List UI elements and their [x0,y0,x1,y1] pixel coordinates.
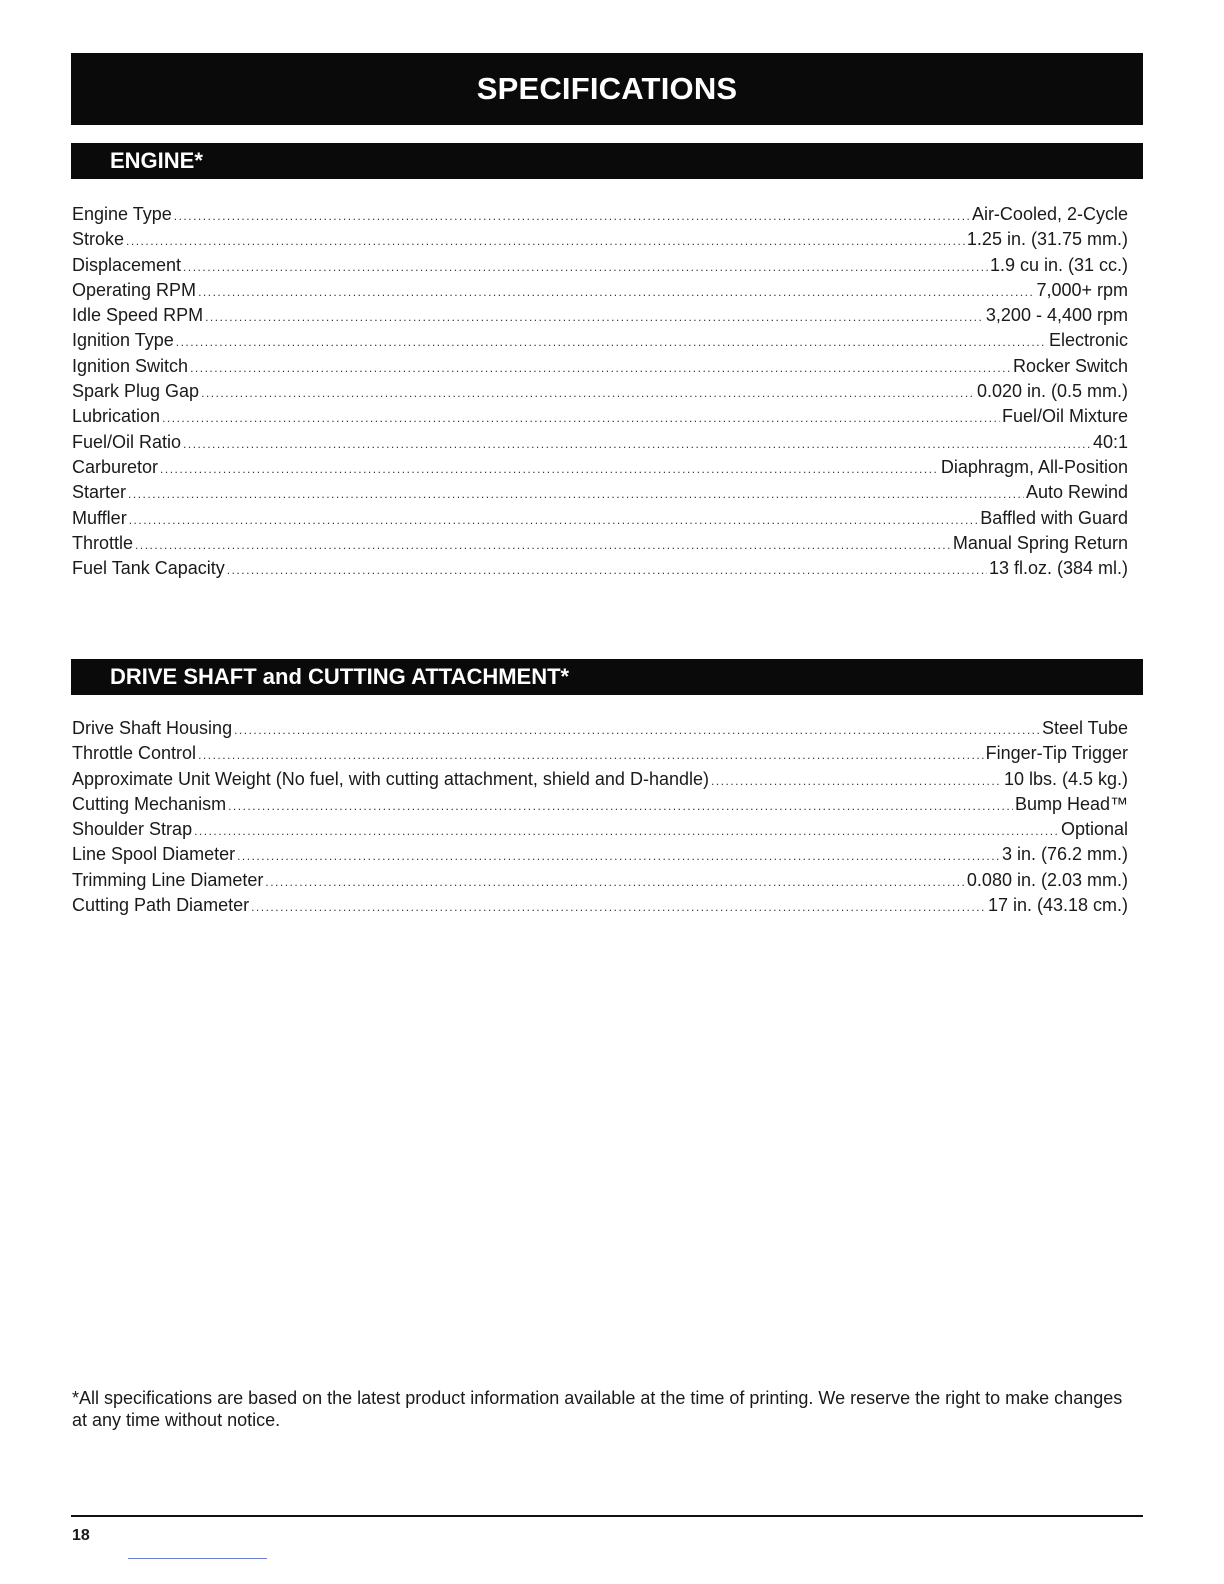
spec-value: 13 fl.oz. (384 ml.) [988,558,1128,579]
spec-row [72,895,1128,920]
spec-row [72,718,1128,743]
engine-spec-list [72,204,1128,583]
spec-value: Finger-Tip Trigger [985,743,1128,764]
dot-leader [126,234,965,248]
spec-row [72,743,1128,768]
spec-value: 3,200 - 4,400 rpm [985,305,1128,326]
spec-label: Stroke [72,229,125,250]
spec-label: Muffler [72,507,127,528]
spec-label: Fuel/Oil Ratio [72,431,182,452]
spec-value: Diaphragm, All-Position [940,456,1128,477]
spec-label: Idle Speed RPM [72,305,204,326]
spec-value: Bump Head™ [1014,793,1128,814]
spec-row [72,533,1128,558]
spec-label: Ignition Type [72,330,174,351]
spec-row [72,204,1128,229]
dot-leader [228,799,1013,813]
spec-value: Baffled with Guard [980,507,1128,528]
spec-label: Approximate Unit Weight (No fuel, with cutting attachment, shield and D-handle) [72,768,709,789]
spec-row [72,280,1128,305]
dot-leader [201,386,975,400]
spec-row [72,255,1128,280]
spec-label: Trimming Line Diameter [72,869,264,890]
spec-row [72,381,1128,406]
dot-leader [162,411,1000,425]
spec-value: 1.25 in. (31.75 mm.) [966,229,1128,250]
dot-leader [190,361,1011,375]
dot-leader [198,285,1034,299]
dot-leader [128,487,1024,501]
spec-label: Cutting Path Diameter [72,895,250,916]
spec-label: Fuel Tank Capacity [72,558,225,579]
page-title-banner [71,53,1143,125]
spec-label: Lubrication [72,406,161,427]
dot-leader [129,513,979,527]
spec-label: Line Spool Diameter [72,844,236,865]
spec-row [72,457,1128,482]
engine-section-title: ENGINE* [110,148,203,173]
spec-row [72,229,1128,254]
spec-row [72,794,1128,819]
dot-leader [176,335,1047,349]
spec-value: Fuel/Oil Mixture [1001,406,1128,427]
spec-row [72,330,1128,355]
spec-value: Air-Cooled, 2-Cycle [971,204,1128,224]
dot-leader [183,437,1091,451]
spec-label: Throttle Control [72,743,197,764]
spec-label: Displacement [72,254,182,275]
spec-value: Optional [1060,819,1128,840]
spec-row [72,482,1128,507]
spec-row [72,844,1128,869]
spec-label: Spark Plug Gap [72,381,200,402]
spec-value: 1.9 cu in. (31 cc.) [989,254,1128,275]
spec-value: 40:1 [1092,431,1128,452]
dot-leader [711,774,1002,788]
spec-row [72,558,1128,583]
spec-value: Manual Spring Return [952,532,1128,553]
spec-value: 10 lbs. (4.5 kg.) [1003,768,1128,789]
dot-leader [251,900,986,914]
link-underline [128,1558,267,1559]
dot-leader [198,748,984,762]
spec-row [72,769,1128,794]
dot-leader [183,260,988,274]
spec-label: Throttle [72,532,134,553]
dot-leader [194,824,1059,838]
spec-row [72,819,1128,844]
dot-leader [227,563,987,577]
spec-value: Steel Tube [1041,718,1128,738]
spec-label: Carburetor [72,456,159,477]
spec-label: Engine Type [72,204,172,224]
dot-leader [174,209,970,223]
dot-leader [160,462,939,476]
spec-label: Cutting Mechanism [72,793,227,814]
spec-value: 0.020 in. (0.5 mm.) [976,381,1128,402]
spec-value: Rocker Switch [1012,355,1128,376]
page-number: 18 [72,1527,90,1544]
footer-divider [71,1515,1143,1517]
spec-row [72,870,1128,895]
spec-label: Starter [72,482,127,503]
dot-leader [135,538,951,552]
dot-leader [265,875,965,889]
spec-value: 17 in. (43.18 cm.) [987,895,1128,916]
spec-value: 7,000+ rpm [1036,279,1128,300]
dot-leader [234,723,1040,737]
spec-row [72,305,1128,330]
spec-row [72,356,1128,381]
drive-shaft-section-header [71,659,1143,695]
drive-shaft-spec-list [72,718,1128,920]
dot-leader [237,849,1000,863]
specifications-footnote: *All specifications are based on the latest product information available at the time of printing. We reserve the right to make changes at any time without notice. [72,1388,1123,1430]
page-title: SPECIFICATIONS [476,71,738,106]
spec-row [72,406,1128,431]
spec-label: Operating RPM [72,279,197,300]
spec-label: Drive Shaft Housing [72,718,233,738]
drive-shaft-section-title: DRIVE SHAFT and CUTTING ATTACHMENT* [110,664,570,689]
spec-row [72,508,1128,533]
dot-leader [205,310,984,324]
spec-value: 3 in. (76.2 mm.) [1001,844,1128,865]
spec-label: Ignition Switch [72,355,189,376]
spec-label: Shoulder Strap [72,819,193,840]
spec-value: Auto Rewind [1025,482,1128,503]
engine-section-header [71,143,1143,179]
spec-value: 0.080 in. (2.03 mm.) [966,869,1128,890]
spec-row [72,432,1128,457]
spec-value: Electronic [1048,330,1128,351]
